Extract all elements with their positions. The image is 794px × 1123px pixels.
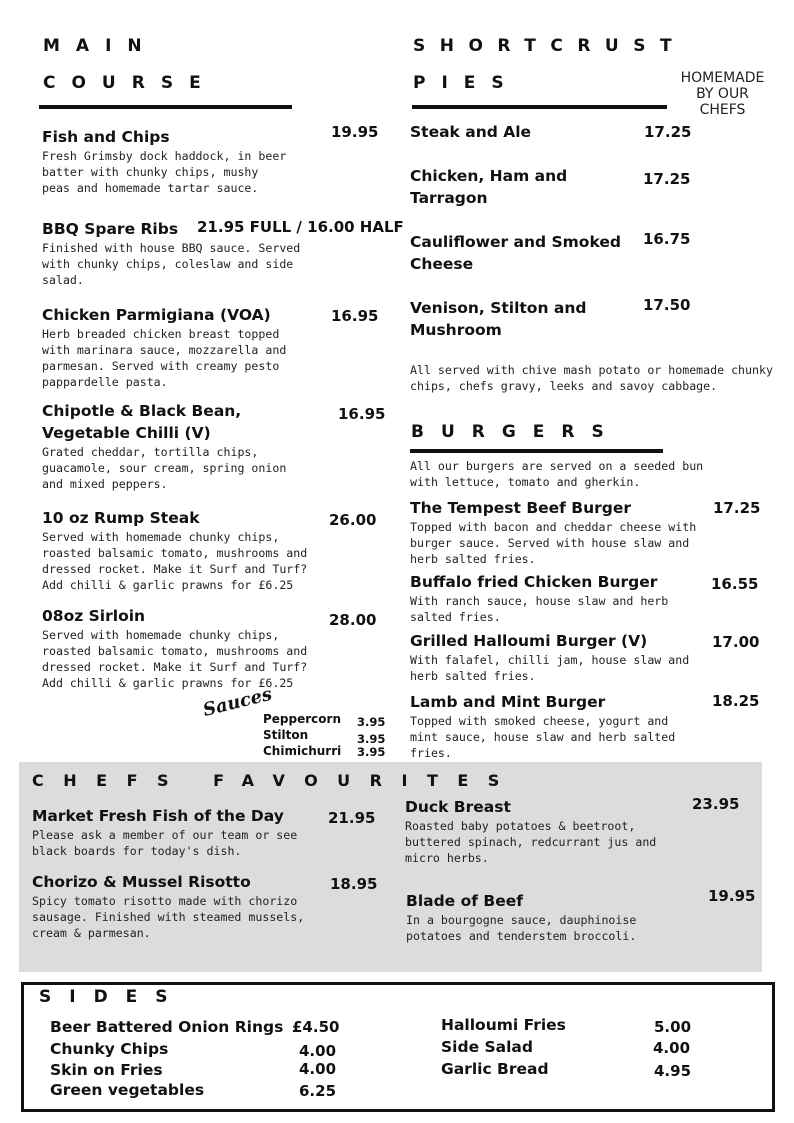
main-course-divider — [39, 105, 292, 109]
menu-item — [42, 507, 322, 593]
item-price: 23.95 — [692, 795, 740, 813]
menu-item — [42, 400, 327, 492]
item-price: 21.95 — [328, 809, 376, 827]
item-name: Blade of Beef — [406, 892, 523, 910]
menu-item — [410, 691, 700, 761]
item-name: 10 oz Rump Steak — [42, 509, 200, 527]
item-name: BBQ Spare Ribs — [42, 220, 179, 238]
side-name: Beer Battered Onion Rings — [50, 1018, 284, 1036]
sauce-name: Chimichurri — [263, 744, 342, 758]
item-description: With falafel, chilli jam, house slaw and herb salted fries. — [410, 653, 690, 683]
burgers-divider — [410, 449, 663, 453]
side-price: 4.00 — [299, 1060, 337, 1078]
chefs-favourites-heading: CHEFS FAVOURITES — [32, 771, 519, 790]
item-name: Buffalo fried Chicken Burger — [410, 573, 658, 591]
pie-name: Venison, Stilton and Mushroom — [410, 299, 587, 339]
pie-price: 17.25 — [644, 123, 692, 141]
menu-item — [406, 890, 676, 944]
menu-item — [32, 871, 317, 941]
pie-price: 16.75 — [643, 230, 691, 248]
side-price: £4.50 — [292, 1018, 340, 1036]
sauce-price: 3.95 — [357, 732, 386, 746]
side-price: 4.00 — [299, 1042, 337, 1060]
item-description: Spicy tomato risotto made with chorizo sausage. Finished with steamed mussels, cream & parmesan. — [32, 894, 305, 940]
menu-item — [42, 304, 302, 390]
item-price: 18.25 — [712, 692, 760, 710]
menu-item — [42, 126, 292, 196]
item-description: Topped with bacon and cheddar cheese with burger sauce. Served with house slaw and herb salted fries. — [410, 520, 697, 566]
homemade-note: HOMEMADE BY OUR CHEFS — [680, 70, 765, 118]
burgers-intro: All our burgers are served on a seeded bun with lettuce, tomato and gherkin. — [410, 459, 704, 489]
item-name: Lamb and Mint Burger — [410, 693, 606, 711]
side-name: Green vegetables — [50, 1081, 205, 1099]
item-name: Chipotle & Black Bean, Vegetable Chilli (V) — [42, 402, 242, 442]
item-price: 16.95 — [331, 307, 379, 325]
burgers-heading: BURGERS — [411, 422, 621, 442]
item-description: Served with homemade chunky chips, roasted balsamic tomato, mushrooms and dressed rocket. Make it Surf and Turf? Add chilli & garlic prawns for £6.25 — [42, 628, 308, 690]
menu-item — [42, 605, 334, 691]
item-name: Chorizo & Mussel Risotto — [32, 873, 251, 891]
pies-footnote: All served with chive mash potato or homemade chunky chips, chefs gravy, leeks and savoy cabbage. — [410, 363, 773, 393]
item-name: Market Fresh Fish of the Day — [32, 807, 284, 825]
item-name: The Tempest Beef Burger — [410, 499, 632, 517]
sauce-price: 3.95 — [357, 715, 386, 729]
item-price: 21.95 FULL / 16.00 HALF — [197, 218, 404, 236]
pie-name: Cauliflower and Smoked Cheese — [410, 233, 621, 273]
item-price: 19.95 — [331, 123, 379, 141]
main-course-heading-line2: COURSE — [43, 73, 217, 93]
item-name: Chicken Parmigiana (VOA) — [42, 306, 271, 324]
main-course-heading-line1: MAIN — [43, 36, 158, 56]
item-price: 17.00 — [712, 633, 760, 651]
item-price: 26.00 — [329, 511, 377, 529]
pies-heading-line1: SHORTCRUST — [413, 36, 687, 56]
item-price: 19.95 — [708, 887, 756, 905]
sides-heading: SIDES — [39, 987, 186, 1007]
item-description: Please ask a member of our team or see black boards for today's dish. — [32, 828, 298, 858]
item-description: Finished with house BBQ sauce. Served with chunky chips, coleslaw and side salad. — [42, 241, 301, 287]
item-description: Herb breaded chicken breast topped with marinara sauce, mozzarella and parmesan. Served with creamy pesto pappardelle pasta. — [42, 327, 287, 389]
item-description: Topped with smoked cheese, yogurt and mint sauce, house slaw and herb salted fries. — [410, 714, 676, 760]
item-price: 18.95 — [330, 875, 378, 893]
menu-item — [405, 796, 670, 866]
pie-name: Steak and Ale — [410, 123, 532, 141]
item-price: 16.95 — [338, 405, 386, 423]
menu-item — [410, 571, 700, 625]
side-price: 5.00 — [654, 1018, 692, 1036]
side-price: 4.95 — [654, 1062, 692, 1080]
pies-divider — [412, 105, 667, 109]
side-name: Skin on Fries — [50, 1061, 163, 1079]
item-name: Fish and Chips — [42, 128, 170, 146]
sauce-name: Stilton — [263, 728, 309, 742]
side-name: Halloumi Fries — [441, 1016, 566, 1034]
menu-item — [410, 497, 710, 567]
item-description: Roasted baby potatoes & beetroot, buttered spinach, redcurrant jus and micro herbs. — [405, 819, 657, 865]
menu-item — [410, 630, 695, 684]
pie-name: Chicken, Ham and Tarragon — [410, 167, 568, 207]
item-price: 28.00 — [329, 611, 377, 629]
sauces-title: Sauces — [200, 683, 275, 721]
side-price: 4.00 — [653, 1039, 691, 1057]
side-name: Garlic Bread — [441, 1060, 549, 1078]
pie-price: 17.50 — [643, 296, 691, 314]
side-name: Chunky Chips — [50, 1040, 169, 1058]
pie-price: 17.25 — [643, 170, 691, 188]
item-name: 08oz Sirloin — [42, 607, 146, 625]
item-description: With ranch sauce, house slaw and herb salted fries. — [410, 594, 669, 624]
item-price: 16.55 — [711, 575, 759, 593]
item-name: Duck Breast — [405, 798, 511, 816]
item-name: Grilled Halloumi Burger (V) — [410, 632, 648, 650]
side-price: 6.25 — [299, 1082, 337, 1100]
item-description: Served with homemade chunky chips, roasted balsamic tomato, mushrooms and dressed rocket. Make it Surf and Turf? Add chilli & garlic prawns for £6.25 — [42, 530, 308, 592]
sauce-name: Peppercorn — [263, 712, 341, 726]
pies-heading-line2: PIES — [413, 73, 520, 93]
side-name: Side Salad — [441, 1038, 533, 1056]
menu-item — [32, 805, 317, 859]
item-description: In a bourgogne sauce, dauphinoise potatoes and tenderstem broccoli. — [406, 913, 637, 943]
item-description: Fresh Grimsby dock haddock, in beer batter with chunky chips, mushy peas and homemade tartar sauce. — [42, 149, 287, 195]
item-description: Grated cheddar, tortilla chips, guacamole, sour cream, spring onion and mixed peppers. — [42, 445, 287, 491]
item-price: 17.25 — [713, 499, 761, 517]
sauce-price: 3.95 — [357, 745, 386, 759]
